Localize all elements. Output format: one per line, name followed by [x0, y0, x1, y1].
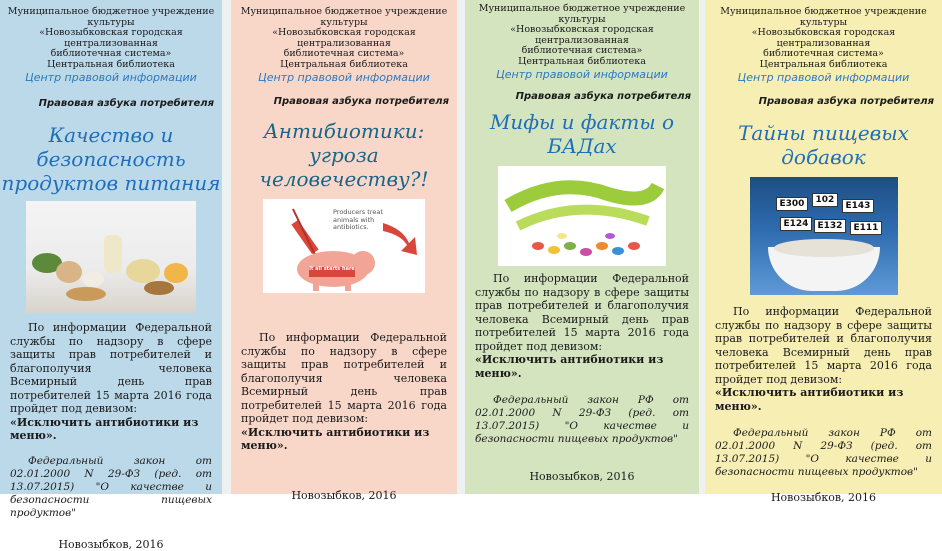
additive-tag: E124	[780, 217, 813, 231]
body-text: По информации Федеральной службы по надзору в сфере защиты прав потребителей и благополучия человека Всемирный день прав потребителей 15 марта 2016 года пройдет под девизом:	[10, 321, 212, 415]
series-name: Правовая азбука потребителя	[38, 98, 214, 109]
org-line: библиотечная система»	[521, 45, 643, 56]
org-line: Центральная библиотека	[759, 58, 888, 70]
org-line: библиотечная система»	[763, 48, 884, 59]
org-line: Центральная библиотека	[280, 58, 408, 70]
organization-header	[705, 0, 942, 84]
law-reference: Федеральный закон РФ от 02.01.2000 N 29-ФЗ (ред. от 13.07.2015) "О качестве и безопасности пищевых продуктов"	[715, 427, 932, 478]
motto: «Исключить антибиотики из меню».	[715, 386, 904, 413]
org-line: «Новозыбковская городская централизованная	[510, 24, 654, 46]
bread	[56, 261, 82, 283]
org-line: Муниципальное бюджетное учреждение культуры	[7, 6, 215, 28]
title-line: добавок	[781, 145, 866, 169]
brochure-panel-quality	[0, 0, 222, 551]
organization-header	[231, 0, 457, 84]
title-line: Качество и	[48, 123, 174, 147]
cheese	[126, 259, 160, 283]
title-line: человечеству?!	[259, 167, 429, 191]
motto: «Исключить антибиотики из меню».	[10, 415, 199, 442]
organization-header	[465, 0, 699, 81]
org-line: Центральная библиотека	[518, 55, 646, 67]
body-text: По информации Федеральной службы по надзору в сфере защиты прав потребителей и благополучия человека Всемирный день прав потребителей 15 марта 2016 года пройдет под девизом:	[475, 272, 689, 353]
city-year: Новозыбков, 2016	[291, 488, 397, 502]
title-line: безопасность	[36, 147, 186, 171]
nuts	[144, 281, 174, 295]
brochure-panel-supplements	[465, 0, 699, 494]
orange	[164, 263, 188, 283]
law-reference: Федеральный закон РФ от 02.01.2000 N 29-ФЗ (ред. от 13.07.2015) "О качестве и безопасности пищевых продуктов"	[475, 394, 689, 445]
pig-antibiotics-illustration	[263, 199, 425, 293]
org-line: библиотечная система»	[283, 48, 405, 59]
city-year: Новозыбков, 2016	[770, 491, 877, 504]
org-line: «Новозыбковская городская централизованная	[39, 27, 183, 49]
supplements-photo	[498, 166, 666, 266]
panel-title	[0, 123, 222, 195]
additives-bowl-photo	[750, 177, 898, 295]
series-name: Правовая азбука потребителя	[273, 96, 449, 107]
bowl-rim	[774, 239, 874, 257]
milk-bottle	[104, 235, 122, 273]
org-line: Муниципальное бюджетное учреждение культуры	[720, 6, 927, 28]
city-year: Новозыбков, 2016	[58, 537, 164, 551]
org-line: Центральная библиотека	[47, 58, 175, 70]
center-name: Центр правовой информации	[25, 71, 197, 84]
motto: «Исключить антибиотики из меню».	[241, 425, 430, 452]
brochure-panel-antibiotics	[231, 0, 457, 502]
title-line: Антибиотики:	[263, 119, 425, 143]
additive-tag: 102	[812, 193, 839, 207]
title-line: Мифы и факты о	[489, 110, 675, 134]
measuring-tape-pills-icon	[498, 166, 666, 266]
egg	[82, 271, 104, 287]
title-line: угроза	[309, 143, 379, 167]
series-name: Правовая азбука потребителя	[515, 91, 691, 102]
additive-tag: E143	[842, 199, 875, 213]
brochure-panel-additives	[705, 0, 942, 504]
image-caption: Producers treat animals with antibiotics.	[333, 208, 383, 231]
org-line: Муниципальное бюджетное учреждение культуры	[478, 3, 686, 25]
title-line: Тайны пищевых	[738, 121, 909, 145]
panel-title	[465, 110, 699, 158]
image-tag: It all starts here	[309, 266, 355, 272]
body-text: По информации Федеральной службы по надзору в сфере защиты прав потребителей и благополучия человека Всемирный день прав потребителей 15 марта 2016 года пройдет под девизом:	[715, 305, 932, 386]
city-year: Новозыбков, 2016	[529, 470, 635, 483]
center-name: Центр правовой информации	[737, 71, 910, 84]
additive-tag: E132	[814, 219, 847, 233]
title-line: БАДах	[547, 134, 617, 158]
series-name: Правовая азбука потребителя	[758, 96, 934, 107]
org-line: «Новозыбковская городская централизованная	[272, 27, 416, 49]
food-photo	[26, 201, 196, 313]
center-name: Центр правовой информации	[258, 71, 430, 84]
panel-gap	[222, 0, 231, 494]
law-reference: Федеральный закон от 02.01.2000 N 29-ФЗ (ред. от 13.07.2015) "О качестве и безопасности пищевых продуктов"	[10, 454, 212, 519]
panel-gap	[457, 0, 465, 494]
title-line: продуктов питания	[1, 171, 221, 195]
center-name: Центр правовой информации	[496, 68, 668, 81]
additive-tag: E300	[776, 197, 809, 211]
grains	[66, 287, 106, 301]
org-line: Муниципальное бюджетное учреждение культуры	[240, 6, 448, 28]
panel-title	[705, 121, 942, 169]
organization-header	[0, 0, 222, 84]
additive-tag: E111	[850, 221, 883, 235]
org-line: библиотечная система»	[50, 48, 172, 59]
motto: «Исключить антибиотики из меню».	[475, 353, 664, 380]
org-line: «Новозыбковская городская централизованная	[751, 27, 896, 49]
panel-title	[231, 119, 457, 191]
body-text: По информации Федеральной службы по надзору в сфере защиты прав потребителей и благополучия человека Всемирный день прав потребителей 15 марта 2016 года пройдет под девизом:	[241, 331, 447, 425]
